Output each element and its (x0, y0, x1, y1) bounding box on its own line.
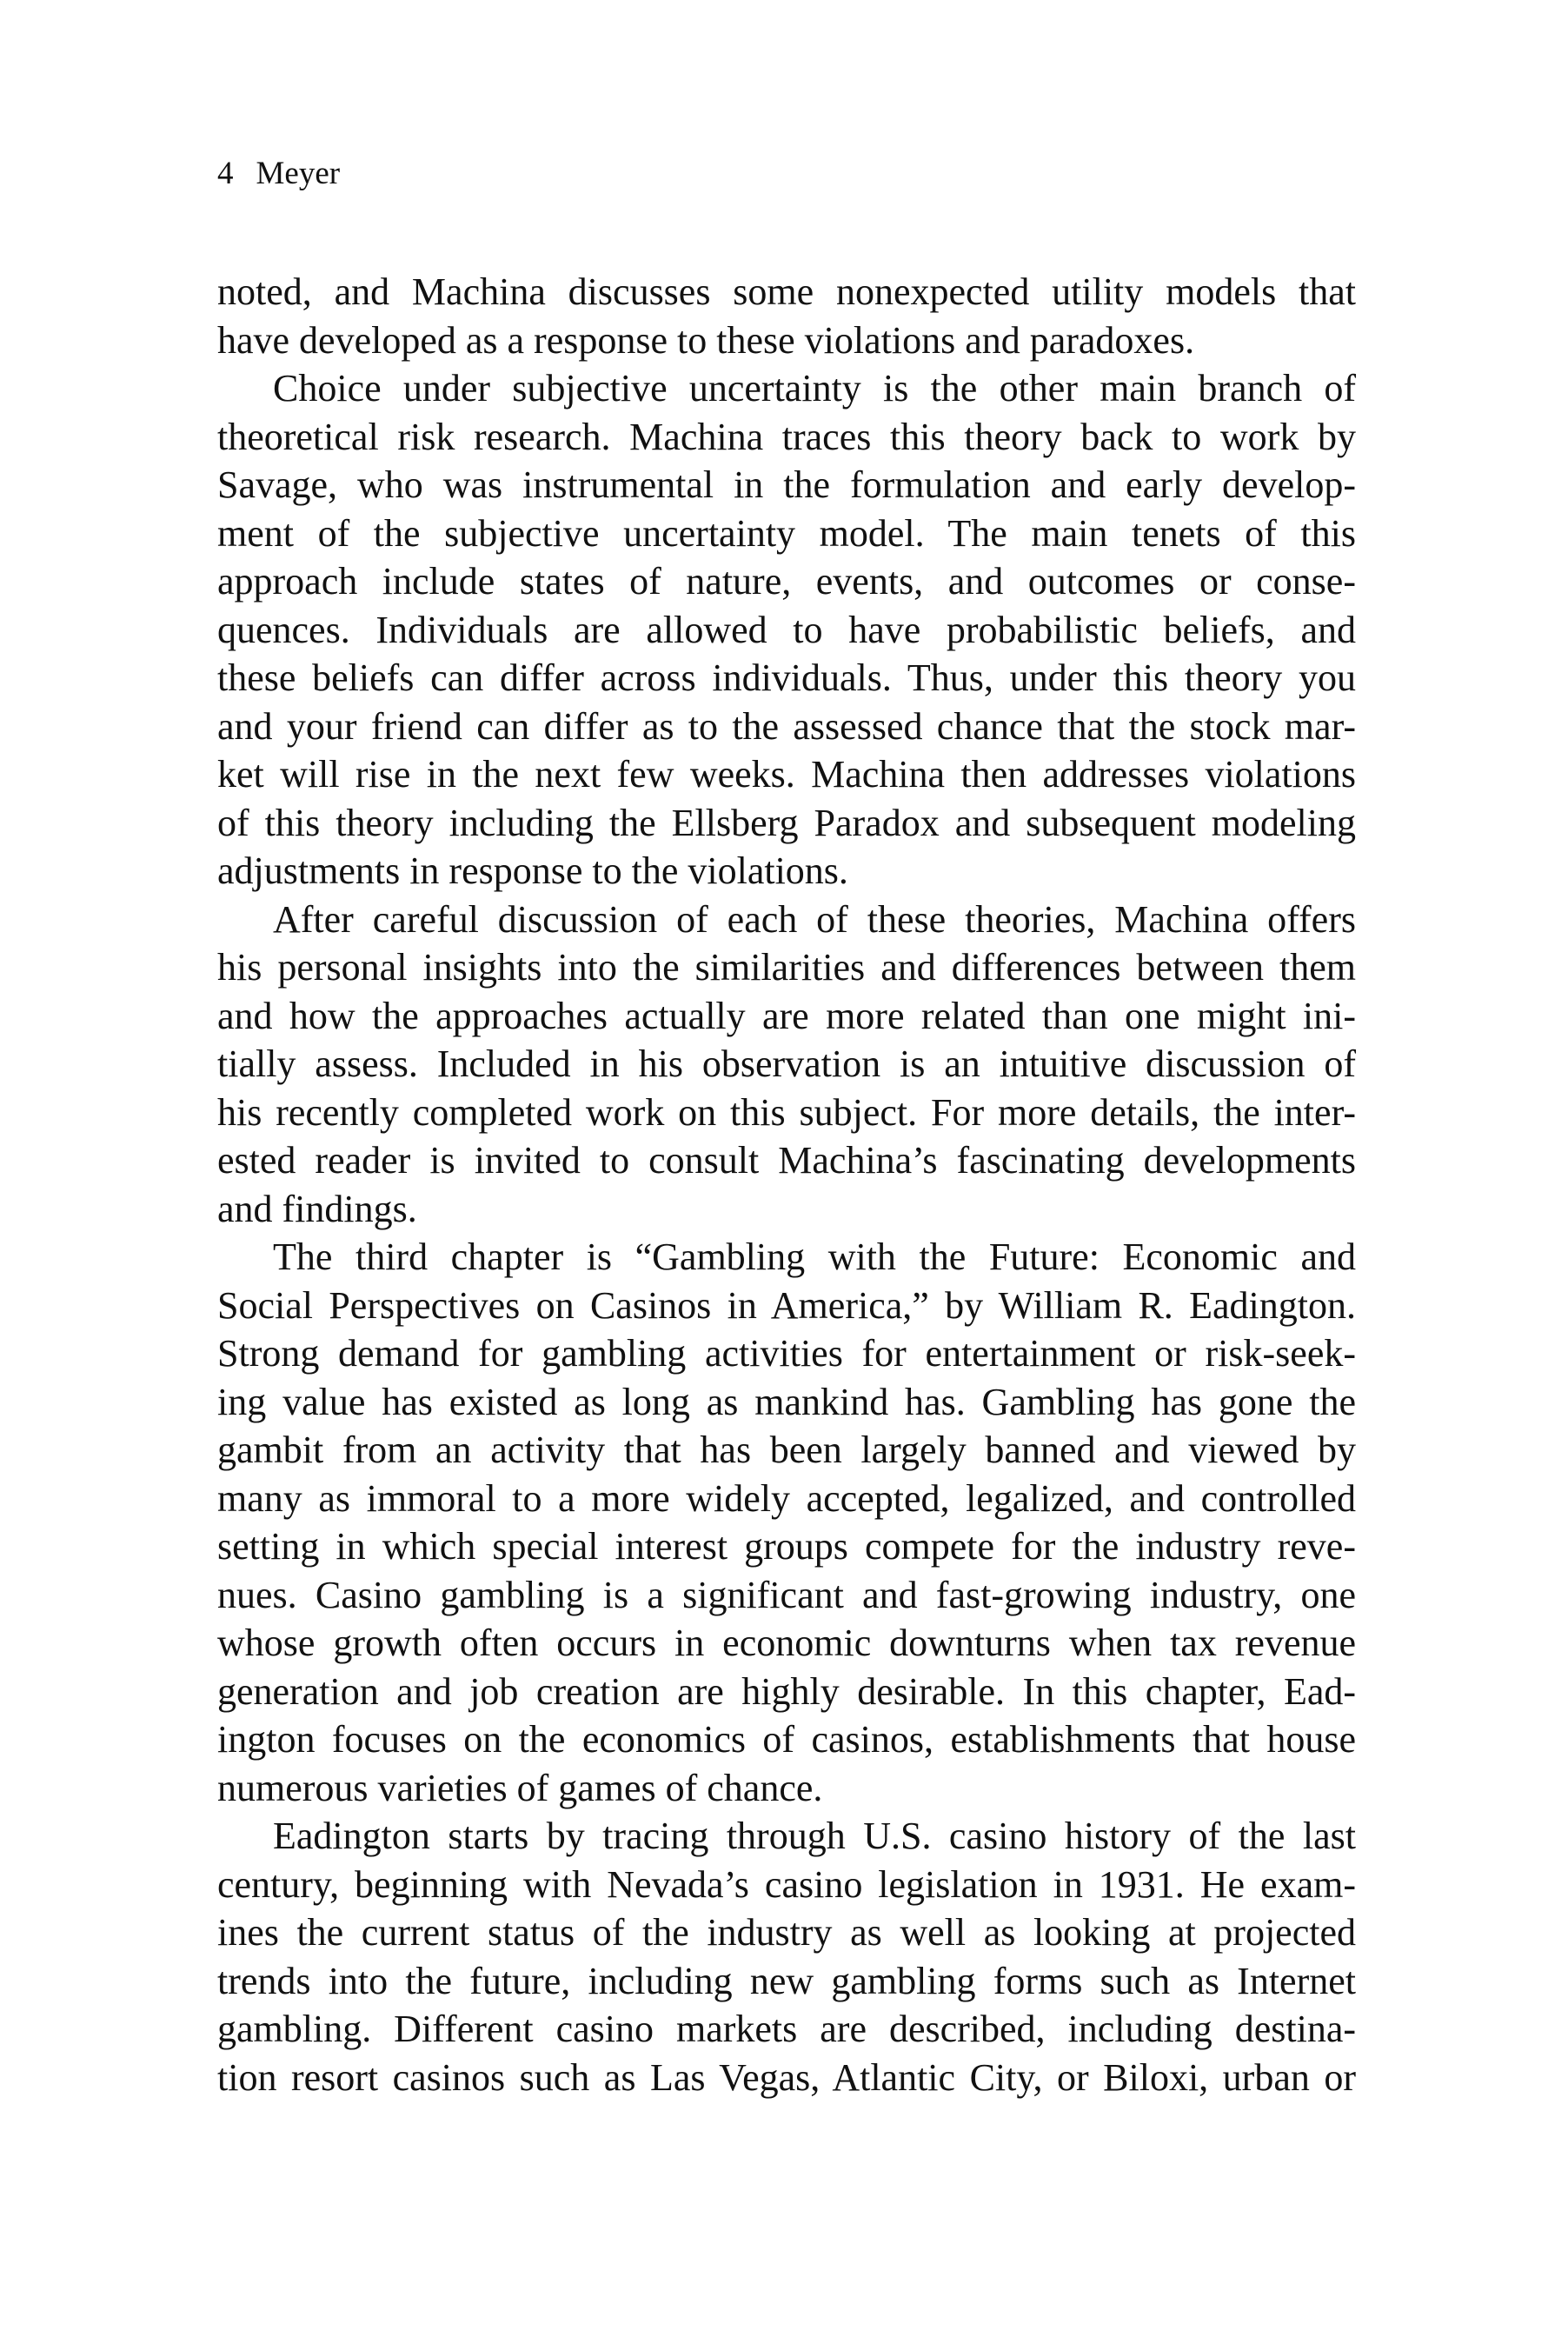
text-line: ested reader is invited to consult Machina’s fascinating developments (217, 1139, 1356, 1182)
text-line: and findings. (217, 1187, 417, 1230)
text-line: of this theory including the Ellsberg Paradox and subsequent modeling (217, 801, 1356, 844)
text-line: approach include states of nature, events, and outcomes or conse- (217, 560, 1356, 603)
body-text (217, 268, 1356, 2101)
text-line: gambit from an activity that has been largely banned and viewed by (217, 1429, 1356, 1471)
text-line: Social Perspectives on Casinos in America,” by William R. Eadington. (217, 1283, 1356, 1327)
text-line: noted, and Machina discusses some nonexpected utility models that (217, 270, 1356, 313)
text-line: tion resort casinos such as Las Vegas, Atlantic City, or Biloxi, urban or (217, 2055, 1356, 2099)
text-line: generation and job creation are highly desirable. In this chapter, Ead- (217, 1669, 1356, 1713)
text-line: quences. Individuals are allowed to have probabilistic beliefs, and (217, 608, 1356, 651)
text-line: adjustments in response to the violations. (217, 849, 848, 892)
text-line: and how the approaches actually are more related than one might ini- (217, 994, 1356, 1037)
text-line: setting in which special interest groups compete for the industry reve- (217, 1525, 1356, 1568)
text-line: these beliefs can differ across individuals. Thus, under this theory you (217, 656, 1356, 699)
running-head-author: Meyer (256, 156, 341, 191)
text-line: After careful discussion of each of these theories, Machina offers (273, 897, 1356, 941)
text-line: whose growth often occurs in economic downturns when tax revenue (217, 1622, 1356, 1664)
text-line: have developed as a response to these violations and paradoxes. (217, 318, 1195, 362)
text-line: numerous varieties of games of chance. (217, 1766, 823, 1809)
text-line: many as immoral to a more widely accepted, legalized, and controlled (217, 1476, 1356, 1520)
text-line: his personal insights into the similarities and differences between them (217, 946, 1356, 989)
text-line: and your friend can differ as to the assessed chance that the stock mar- (217, 704, 1356, 748)
text-line: tially assess. Included in his observation is an intuitive discussion of (217, 1042, 1356, 1085)
text-line: ing value has existed as long as mankind has. Gambling has gone the (217, 1380, 1356, 1423)
text-line: Savage, who was instrumental in the formulation and early develop- (217, 463, 1356, 506)
text-line: ket will rise in the next few weeks. Machina then addresses violations (217, 753, 1356, 796)
text-line: century, beginning with Nevada’s casino legislation in 1931. He exam- (217, 1862, 1356, 1906)
text-line: trends into the future, including new gambling forms such as Internet (217, 1959, 1356, 2002)
text-line: Strong demand for gambling activities for entertainment or risk-seek- (217, 1332, 1356, 1375)
running-head (217, 155, 340, 193)
text-line: Eadington starts by tracing through U.S. casino history of the last (273, 1815, 1356, 1857)
text-line: nues. Casino gambling is a significant and fast-growing industry, one (217, 1573, 1356, 1616)
page-number: 4 (217, 156, 234, 191)
text-line: his recently completed work on this subject. For more details, the inter- (217, 1090, 1356, 1134)
text-line: gambling. Different casino markets are described, including destina- (217, 2008, 1356, 2050)
text-line: ment of the subjective uncertainty model. The main tenets of this (217, 511, 1356, 555)
text-line: theoretical risk research. Machina traces this theory back to work by (217, 415, 1356, 458)
text-line: ines the current status of the industry as well as looking at projected (217, 1911, 1356, 1954)
text-line: ington focuses on the economics of casinos, establishments that house (217, 1718, 1356, 1761)
text-line: The third chapter is “Gambling with the Future: Economic and (273, 1235, 1356, 1278)
text-line: Choice under subjective uncertainty is the other main branch of (273, 367, 1356, 410)
